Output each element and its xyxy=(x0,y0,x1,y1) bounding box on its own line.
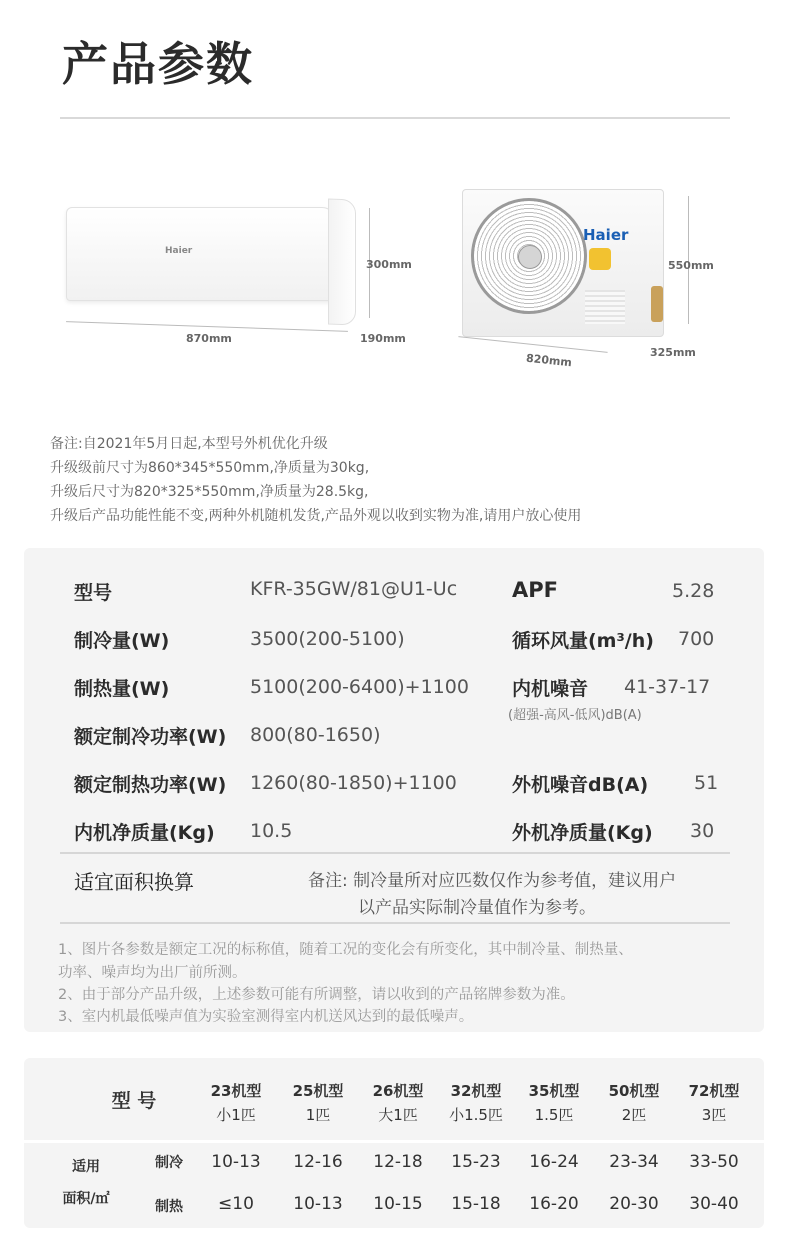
row-label-applicable: 适用 xyxy=(72,1159,100,1175)
cooling-area-value: 23-34 xyxy=(609,1152,659,1172)
cooling-area-value: 10-13 xyxy=(211,1152,261,1172)
indoor-unit-logo: Haier xyxy=(165,246,193,256)
title-divider xyxy=(60,117,730,119)
cooling-area-value: 15-23 xyxy=(451,1152,501,1172)
heating-row-label: 制热 xyxy=(155,1199,183,1215)
column-model: 26机型 xyxy=(372,1082,424,1100)
heating-area-value: 15-18 xyxy=(451,1194,501,1214)
indoor-weight-label: 内机净质量(Kg) xyxy=(74,822,215,844)
rated-cooling-power-label: 额定制冷功率(W) xyxy=(74,726,227,748)
column-hp: 2匹 xyxy=(621,1106,647,1124)
column-model: 50机型 xyxy=(608,1082,660,1100)
note-line: 升级后产品功能性能不变,两种外机随机发货,产品外观以收到实物为准,请用户放心使用 xyxy=(50,508,582,524)
outdoor-weight-label: 外机净质量(Kg) xyxy=(512,822,653,844)
footnote-line: 2、由于部分产品升级，上述参数可能有所调整，请以收到的产品铭牌参数为准。 xyxy=(58,987,575,1003)
indoor-width-dimension-line xyxy=(66,321,348,332)
indoor-height-label: 300mm xyxy=(366,258,412,271)
outdoor-noise-label: 外机噪音dB(A) xyxy=(512,774,649,796)
upgrade-notes xyxy=(50,432,581,528)
column-model: 25机型 xyxy=(292,1082,344,1100)
outdoor-unit-image xyxy=(462,189,664,337)
spec-divider xyxy=(60,922,730,924)
cooling-area-value: 16-24 xyxy=(529,1152,579,1172)
rated-cooling-power-value: 800(80-1650) xyxy=(250,724,381,746)
valve-icon xyxy=(651,286,663,322)
column-hp: 3匹 xyxy=(701,1106,727,1124)
cooling-area-value: 33-50 xyxy=(689,1152,739,1172)
airflow-value: 700 xyxy=(678,628,715,650)
row-label-area: 面积/㎡ xyxy=(62,1191,110,1207)
area-note-line: 以产品实际制冷量值作为参考。 xyxy=(358,898,596,918)
rated-heating-power-value: 1260(80-1850)+1100 xyxy=(250,772,457,794)
column-model: 35机型 xyxy=(528,1082,580,1100)
outdoor-weight-value: 30 xyxy=(690,820,715,842)
cooling-area-value: 12-18 xyxy=(373,1152,423,1172)
indoor-unit-panel xyxy=(328,199,356,326)
side-grille xyxy=(585,290,625,324)
apf-value: 5.28 xyxy=(672,580,715,602)
indoor-weight-value: 10.5 xyxy=(250,820,293,842)
indoor-unit-image xyxy=(66,197,356,307)
outdoor-width-label: 820mm xyxy=(525,351,573,370)
indoor-noise-sub: (超强-高风-低风)dB(A) xyxy=(508,708,642,723)
indoor-width-label: 870mm xyxy=(186,332,232,345)
area-table xyxy=(24,1058,764,1228)
column-hp: 小1匹 xyxy=(216,1106,256,1124)
heating-capacity-value: 5100(200-6400)+1100 xyxy=(250,676,469,698)
fan-icon xyxy=(471,198,587,314)
indoor-unit-body xyxy=(66,207,336,301)
column-hp: 1.5匹 xyxy=(534,1106,574,1124)
page-title: 产品参数 xyxy=(62,37,254,91)
model-value: KFR-35GW/81@U1-Uc xyxy=(250,578,458,600)
mascot-sticker-icon xyxy=(589,248,611,270)
area-note-line: 备注: 制冷量所对应匹数仅作为参考值，建议用户 xyxy=(308,871,677,891)
heating-area-value: ≤10 xyxy=(218,1194,254,1214)
spec-panel xyxy=(24,548,764,1032)
column-hp: 大1匹 xyxy=(378,1106,418,1124)
cooling-row-label: 制冷 xyxy=(155,1155,183,1171)
outdoor-depth-label: 325mm xyxy=(650,346,696,359)
table-divider xyxy=(24,1140,764,1143)
note-line: 升级级前尺寸为860*345*550mm,净质量为30kg, xyxy=(50,460,370,476)
heating-area-value: 16-20 xyxy=(529,1194,579,1214)
outdoor-noise-value: 51 xyxy=(694,772,719,794)
column-hp: 1匹 xyxy=(305,1106,331,1124)
spec-divider xyxy=(60,852,730,854)
model-label: 型号 xyxy=(74,582,113,604)
footnote-line: 功率、噪声均为出厂前所测。 xyxy=(58,965,247,981)
cooling-capacity-value: 3500(200-5100) xyxy=(250,628,405,650)
cooling-area-value: 12-16 xyxy=(293,1152,343,1172)
column-hp: 小1.5匹 xyxy=(449,1106,503,1124)
apf-label: APF xyxy=(512,578,558,602)
heating-area-value: 30-40 xyxy=(689,1194,739,1214)
heating-area-value: 10-15 xyxy=(373,1194,423,1214)
heating-capacity-label: 制热量(W) xyxy=(74,678,170,700)
fan-hub xyxy=(518,245,542,269)
note-line: 备注:自2021年5月日起,本型号外机优化升级 xyxy=(50,436,328,452)
rated-heating-power-label: 额定制热功率(W) xyxy=(74,774,227,796)
column-model: 32机型 xyxy=(450,1082,502,1100)
indoor-depth-label: 190mm xyxy=(360,332,406,345)
area-calc-label: 适宜面积换算 xyxy=(74,870,194,894)
cooling-capacity-label: 制冷量(W) xyxy=(74,630,170,652)
indoor-noise-value: 41-37-17 xyxy=(624,676,711,698)
model-header: 型 号 xyxy=(111,1090,157,1112)
airflow-label: 循环风量(m³/h) xyxy=(512,630,654,652)
outdoor-width-dimension-line xyxy=(458,336,607,353)
heating-area-value: 10-13 xyxy=(293,1194,343,1214)
footnote-line: 1、图片各参数是额定工况的标称值，随着工况的变化会有所变化，其中制冷量、制热量、 xyxy=(58,942,633,958)
heating-area-value: 20-30 xyxy=(609,1194,659,1214)
column-model: 23机型 xyxy=(210,1082,262,1100)
column-model: 72机型 xyxy=(688,1082,740,1100)
indoor-noise-label: 内机噪音 xyxy=(512,678,589,700)
footnote-line: 3、室内机最低噪声值为实验室测得室内机送风达到的最低噪声。 xyxy=(58,1009,474,1025)
note-line: 升级后尺寸为820*325*550mm,净质量为28.5kg, xyxy=(50,484,369,500)
outdoor-unit-logo: Haier xyxy=(583,226,629,244)
outdoor-height-label: 550mm xyxy=(668,259,714,272)
